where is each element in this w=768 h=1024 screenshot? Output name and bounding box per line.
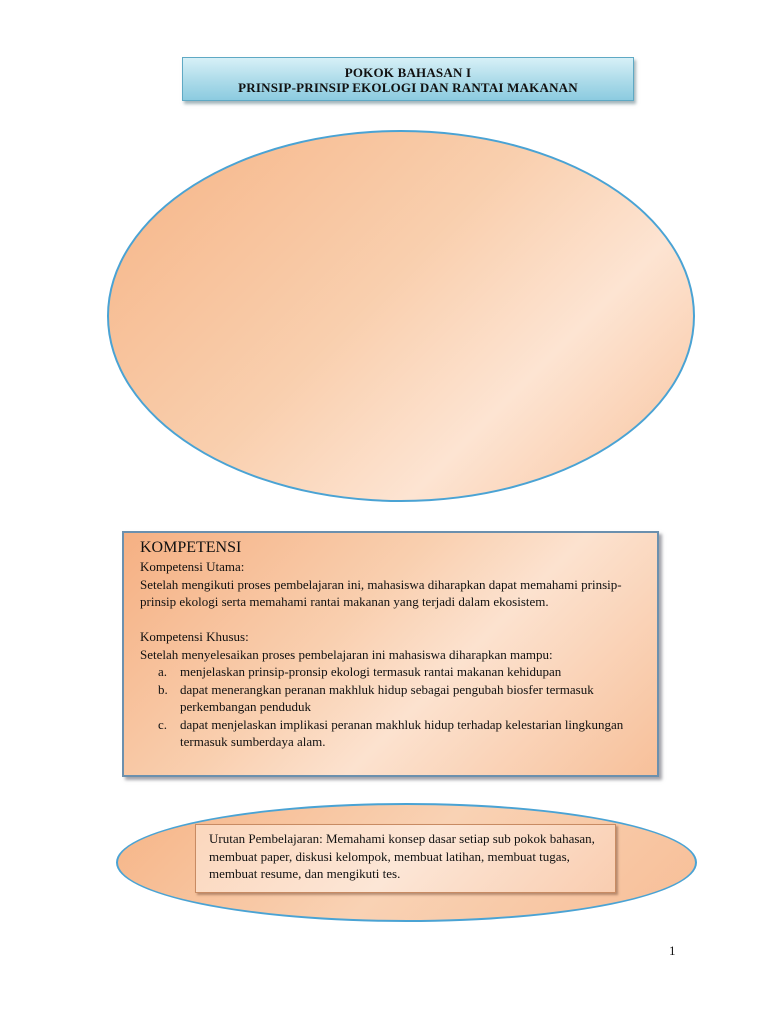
kompetensi-box — [122, 531, 659, 777]
list-marker: a. — [158, 664, 168, 679]
list-item — [140, 716, 643, 751]
list-item — [140, 681, 643, 716]
kompetensi-khusus-intro: Setelah menyelesaikan proses pembelajaran ini mahasiswa diharapkan mampu: — [140, 646, 553, 662]
kompetensi-khusus-label: Kompetensi Khusus: — [140, 629, 249, 644]
kompetensi-utama-text: Setelah mengikuti proses pembelajaran ini, mahasiswa diharapkan dapat memahami prinsip-prinsip ekologi serta memahami rantai makanan yang terjadi dalam ekosistem. — [140, 576, 622, 609]
list-item-text: dapat menjelaskan implikasi peranan makhluk hidup terhadap kelestarian lingkungan termasuk sumberdaya alam. — [180, 716, 624, 749]
list-marker: b. — [158, 681, 168, 697]
kompetensi-utama-label: Kompetensi Utama: — [140, 559, 245, 574]
kompetensi-khusus-list — [140, 663, 643, 751]
decorative-ellipse-large — [107, 130, 695, 502]
urutan-pembelajaran-text: Urutan Pembelajaran: Memahami konsep dasar setiap sub pokok bahasan, membuat paper, diskusi kelompok, membuat latihan, membuat tugas, membuat resume, dan mengikuti tes. — [209, 831, 595, 881]
list-item-text: menjelaskan prinsip-pronsip ekologi termasuk rantai makanan kehidupan — [180, 664, 562, 679]
title-line-2: PRINSIP-PRINSIP EKOLOGI DAN RANTAI MAKANAN — [238, 80, 578, 95]
kompetensi-heading: KOMPETENSI — [140, 539, 242, 556]
list-item — [140, 663, 643, 681]
list-marker: c. — [158, 716, 168, 732]
title-box — [182, 57, 634, 101]
page-number: 1 — [669, 943, 676, 958]
list-item-text: dapat menerangkan peranan makhluk hidup sebagai pengubah biosfer termasuk perkembangan penduduk — [180, 681, 594, 714]
urutan-pembelajaran-box — [195, 824, 616, 893]
title-line-1: POKOK BAHASAN I — [344, 65, 472, 80]
